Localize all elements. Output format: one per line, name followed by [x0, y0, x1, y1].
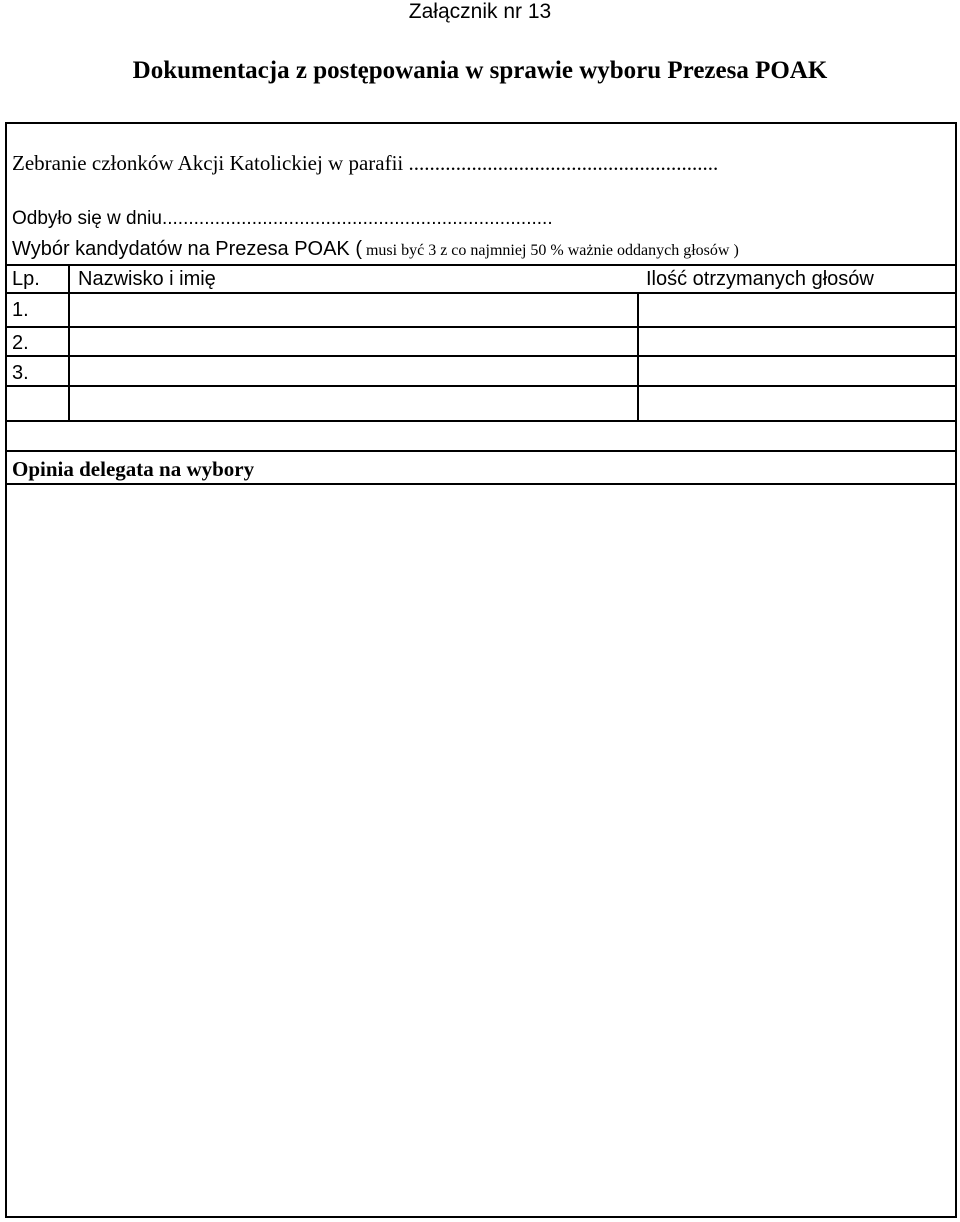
table-row-divider: [5, 385, 957, 387]
opinion-text-area[interactable]: [12, 492, 948, 1208]
members-meeting-line: Zebranie członków Akcji Katolickiej w parafii ...........................................................: [12, 151, 719, 175]
frame-top-border: [5, 122, 957, 124]
opinion-top-border: [5, 450, 957, 452]
row-number: 2.: [12, 332, 29, 354]
row-number: 3.: [12, 362, 29, 384]
frame-bottom-border: [5, 1216, 957, 1218]
frame-left-border: [5, 122, 7, 1218]
document-title: Dokumentacja z postępowania w sprawie wyboru Prezesa POAK: [132, 57, 828, 84]
table-column-divider: [637, 292, 639, 421]
column-header-number: Lp.: [12, 268, 40, 290]
table-row-divider: [5, 326, 957, 328]
opinion-label: Opinia delegata na wybory: [12, 457, 255, 481]
table-bottom-border: [5, 420, 957, 422]
candidates-selection-note: musi być 3 z co najmniej 50 % ważnie oddanych głosów ): [365, 242, 739, 259]
opinion-label-divider: [5, 483, 957, 485]
held-on-line: Odbyło się w dniu..........................................................................: [12, 208, 553, 229]
row-number: 1.: [12, 299, 29, 321]
column-header-votes: Ilość otrzymanych głosów: [646, 268, 874, 290]
frame-right-border: [955, 122, 957, 1218]
table-column-divider: [68, 264, 70, 421]
table-row-divider: [5, 355, 957, 357]
candidates-selection-label: Wybór kandydatów na Prezesa POAK (: [12, 238, 362, 260]
column-header-name: Nazwisko i imię: [78, 268, 216, 290]
annex-label: Załącznik nr 13: [408, 0, 552, 23]
table-top-border: [5, 264, 957, 266]
table-header-divider: [5, 292, 957, 294]
candidates-selection-line: [12, 236, 739, 264]
